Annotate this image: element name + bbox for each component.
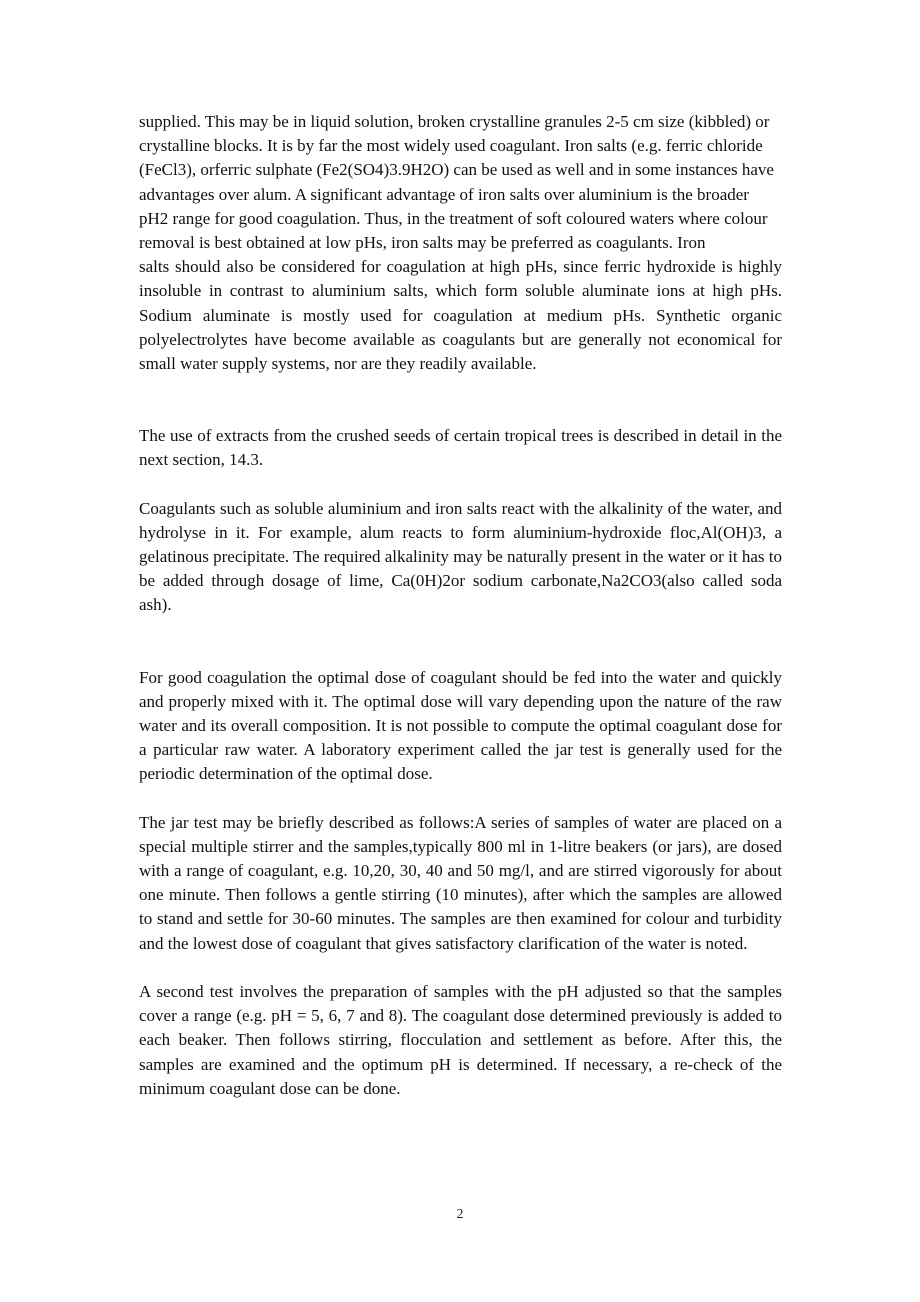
paragraph-spacer	[139, 956, 782, 980]
paragraph-spacer	[139, 618, 782, 666]
paragraph-spacer	[139, 473, 782, 497]
paragraph-second-test: A second test involves the preparation of samples with the pH adjusted so that the samples cover a range (e.g. pH = 5, 6, 7 and 8). The coagulant dose determined previously is added to each beaker. Then follows stirring, flocculation and settlement as before. After this, the samples are examined and the optimum pH is determined. If necessary, a re-check of the minimum coagulant dose can be done.	[139, 981, 782, 1098]
paragraph-spacer	[139, 376, 782, 424]
page-number: 2	[456, 1207, 464, 1222]
paragraph-high-ph-coagulation: salts should also be considered for coagulation at high pHs, since ferric hydroxide is highly insoluble in contrast to aluminium salts, which form soluble aluminate ions at high pHs. Sodium aluminate is mostly used for coagulation at medium pHs. Synthetic organic polyelectrolytes have become available as coagulants but are generally not economical for small water supply systems, nor are they readily available.	[139, 257, 782, 374]
paragraph-iron-salts: supplied. This may be in liquid solution, broken crystalline granules 2-5 cm size (kibbled) or crystalline blocks. It is by far the most widely used coagulant. Iron salts (e.g. ferric chloride (FeCl3), orferric sulphate (Fe2(SO4)3.9H2O) can be used as well and in some instances have advantages over alum. A significant advantage of iron salts over aluminium is the broader pH2 range for good coagulation. Thus, in the treatment of soft coloured waters where colour removal is best obtained at low pHs, iron salts may be preferred as coagulants. Iron	[139, 112, 774, 253]
paragraph-optimal-dose: For good coagulation the optimal dose of coagulant should be fed into the water and quickly and properly mixed with it. The optimal dose will vary depending upon the nature of the raw water and its overall composition. It is not possible to compute the optimal coagulant dose for a particular raw water. A laboratory experiment called the jar test is generally used for the periodic determination of the optimal dose.	[139, 667, 782, 784]
document-body	[139, 110, 782, 1101]
paragraph-spacer	[139, 787, 782, 811]
paragraph-jar-test: The jar test may be briefly described as follows:A series of samples of water are placed on a special multiple stirrer and the samples,typically 800 ml in 1-litre beakers (or jars), are dosed with a range of coagulant, e.g. 10,20, 30, 40 and 50 mg/l, and are stirred vigorously for about one minute. Then follows a gentle stirring (10 minutes), after which the samples are allowed to stand and settle for 30-60 minutes. The samples are then examined for colour and turbidity and the lowest dose of coagulant that gives satisfactory clarification of the water is noted.	[139, 812, 782, 953]
paragraph-alkalinity: Coagulants such as soluble aluminium and iron salts react with the alkalinity of the water, and hydrolyse in it. For example, alum reacts to form aluminium-hydroxide floc,Al(OH)3, a gelatinous precipitate. The required alkalinity may be naturally present in the water or it has to be added through dosage of lime, Ca(0H)2or sodium carbonate,Na2CO3(also called soda ash).	[139, 498, 782, 615]
paragraph-seed-extracts: The use of extracts from the crushed seeds of certain tropical trees is described in detail in the next section, 14.3.	[139, 426, 782, 470]
